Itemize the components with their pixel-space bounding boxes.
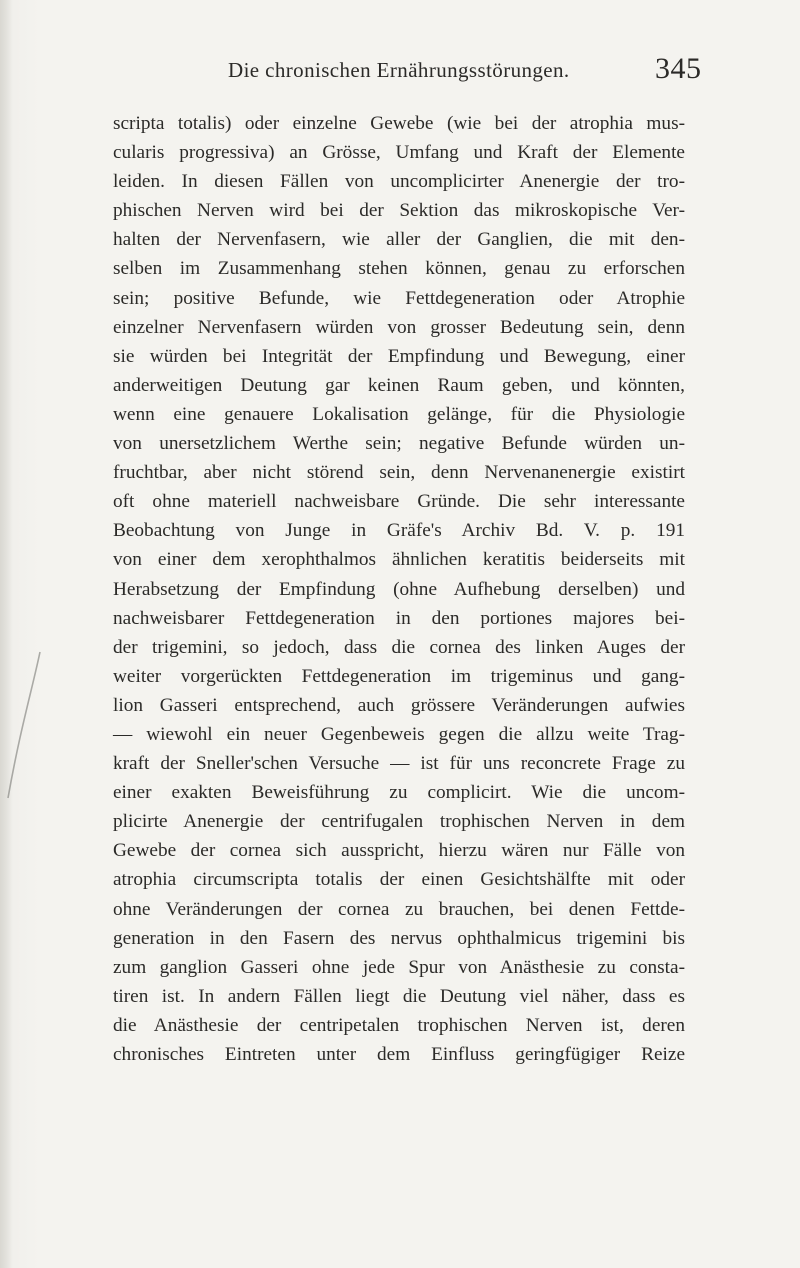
text-line: tiren ist. In andern Fällen liegt die Deutung viel näher, dass es — [113, 985, 685, 1007]
text-line: weiter vorgerückten Fettdegeneration im trigeminus und gang- — [113, 665, 685, 687]
text-line: phischen Nerven wird bei der Sektion das mikroskopische Ver- — [113, 200, 685, 222]
text-line: lion Gasseri entsprechend, auch grössere Veränderungen aufwies — [113, 694, 685, 716]
text-line: atrophia circumscripta totalis der einen Gesichtshälfte mit oder — [113, 869, 685, 891]
running-head — [0, 52, 800, 92]
text-line: scripta totalis) oder einzelne Gewebe (wie bei der atrophia mus- — [113, 113, 685, 134]
margin-pencil-mark — [2, 650, 42, 800]
text-line: von unersetzlichem Werthe sein; negative Befunde würden un- — [113, 433, 685, 455]
text-line: einzelner Nervenfasern würden von grosser Bedeutung sein, denn — [113, 316, 685, 338]
text-line: von einer dem xerophthalmos ähnlichen keratitis beiderseits mit — [113, 549, 685, 571]
binding-shadow — [0, 0, 12, 1268]
text-line: sie würden bei Integrität der Empfindung und Bewegung, einer — [113, 345, 685, 367]
text-line: die Anästhesie der centripetalen trophischen Nerven ist, deren — [113, 1014, 685, 1036]
text-line: — wiewohl ein neuer Gegenbeweis gegen die allzu weite Trag- — [113, 723, 685, 745]
text-line: halten der Nervenfasern, wie aller der Ganglien, die mit den- — [113, 229, 685, 251]
page-number: 345 — [655, 52, 702, 85]
text-line: der trigemini, so jedoch, dass die cornea des linken Auges der — [113, 636, 685, 658]
text-line: chronisches Eintreten unter dem Einfluss geringfügiger Reize — [113, 1044, 685, 1065]
text-line: Gewebe der cornea sich ausspricht, hierzu wären nur Fälle von — [113, 840, 685, 862]
text-line: sein; positive Befunde, wie Fettdegeneration oder Atrophie — [113, 287, 685, 309]
text-line: fruchtbar, aber nicht störend sein, denn Nervenanenergie existirt — [113, 462, 685, 484]
body-text — [113, 109, 685, 1069]
text-line: generation in den Fasern des nervus ophthalmicus trigemini bis — [113, 927, 685, 949]
text-line: oft ohne materiell nachweisbare Gründe. Die sehr interessante — [113, 491, 685, 513]
text-line: Beobachtung von Junge in Gräfe's Archiv Bd. V. p. 191 — [113, 520, 685, 542]
text-line: selben im Zusammenhang stehen können, genau zu erforschen — [113, 258, 685, 280]
text-line: einer exakten Beweisführung zu complicirt. Wie die uncom- — [113, 782, 685, 804]
running-head-title: Die chronischen Ernährungsstörungen. — [228, 58, 570, 82]
text-line: ohne Veränderungen der cornea zu brauchen, bei denen Fettde- — [113, 898, 685, 920]
text-line: leiden. In diesen Fällen von uncomplicirter Anenergie der tro- — [113, 171, 685, 193]
text-line: plicirte Anenergie der centrifugalen trophischen Nerven in dem — [113, 811, 685, 833]
text-line: zum ganglion Gasseri ohne jede Spur von Anästhesie zu consta- — [113, 956, 685, 978]
text-line: kraft der Sneller'schen Versuche — ist für uns reconcrete Frage zu — [113, 753, 685, 775]
text-line: Herabsetzung der Empfindung (ohne Aufhebung derselben) und — [113, 578, 685, 600]
text-line: nachweisbarer Fettdegeneration in den portiones majores bei- — [113, 607, 685, 629]
text-line: anderweitigen Deutung gar keinen Raum geben, und könnten, — [113, 374, 685, 396]
text-line: cularis progressiva) an Grösse, Umfang und Kraft der Elemente — [113, 142, 685, 164]
text-line: wenn eine genauere Lokalisation gelänge, für die Physiologie — [113, 403, 685, 425]
